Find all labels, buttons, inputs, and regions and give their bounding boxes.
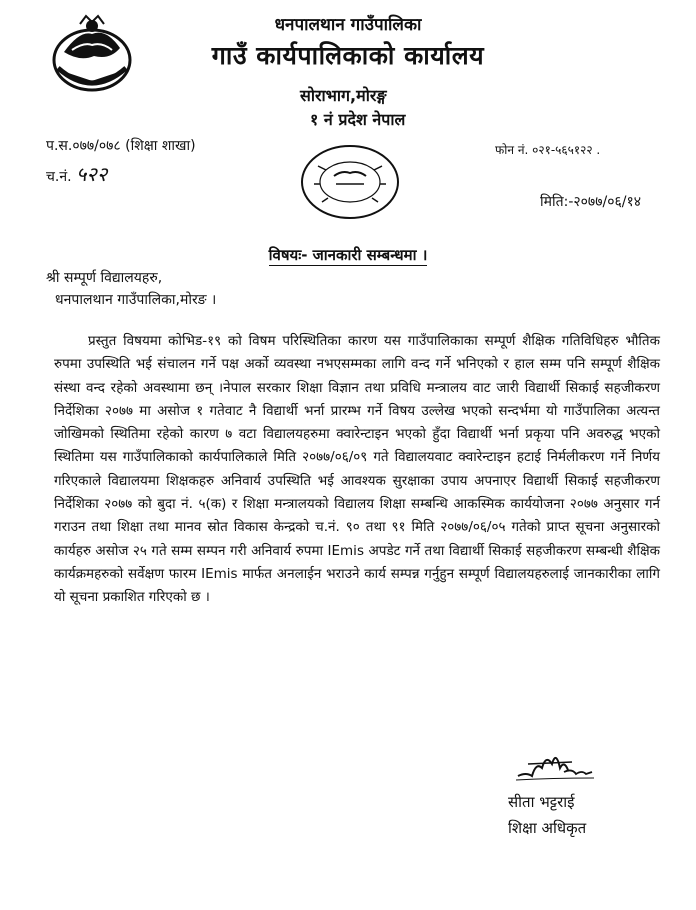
signatory-title: शिक्षा अधिकृत	[508, 819, 587, 837]
signatory-name: सीता भट्टराई	[508, 793, 575, 811]
province-name: १ नं प्रदेश नेपाल	[310, 110, 406, 129]
letter-body: प्रस्तुत विषयमा कोभिड-१९ को विषम परिस्थितिका कारण यस गाउँपालिकाका सम्पूर्ण शैक्षिक गतिविधिहरु भौतिक रुपमा उपस्थिति भई संचालन गर्ने पक्ष अर्को व्यवस्था नभएसम्मका लागि वन्द गर्ने भनिएको र हाल सम्म पनि सम्पूर्ण शैक्षिक संस्था वन्द रहेको अवस्थामा छन् ।नेपाल सरकार शिक्षा विज्ञान तथा प्रविधि मन्त्रालय वाट जारी विद्यार्थी सिकाई सहजीकरण निर्देशिका २०७७ मा असोज १ गतेवाट नै विद्यार्थी भर्ना प्रारम्भ गर्ने विषय उल्लेख भएको सन्दर्भमा यो गाउँपालिका अत्यन्त जोखिमको स्थितिमा रहेको कारण ७ वटा विद्यालयहरुमा क्वारेन्टाइन भएको हुँदा विद्यार्थी भर्ना प्रकृया पनि अवरुद्ध भएको स्थितिमा यस गाउँपालिकाको कार्यपालिकाले मिति २०७७/०६/०९ गते विद्यालयवाट क्वारेन्टाइन हटाई निर्मलीकरण गर्ने निर्णय गरिएकाले विद्यालयमा शिक्षकहरु अनिवार्य उपस्थिति भई आवश्यक सुरक्षाका उपाय अपनाएर विद्यार्थी सिकाई सहजीकरण निर्देशिका २०७७ को बुदा नं. ५(क) र शिक्षा मन्त्रालयको विद्यालय शिक्षा सम्बन्धि आकस्मिक कार्ययोजना २०७७ अनुसार गर्न गराउन तथा शिक्षा तथा मानव स्रोत विकास केन्द्रको च.नं. ९० तथा ९१ मिति २०७७/०६/०५ गतेको प्राप्त सूचना अनुसारको कार्यहरु असोज २५ गते सम्म सम्पन गरी अनिवार्य रुपमा IEmis अपडेट गर्ने तथा विद्यार्थी सिकाई सहजीकरण सम्बन्धी शैक्षिक कार्यक्रमहरुको सर्वेक्षण फारम IEmis मार्फत अनलाईन भराउने कार्य सम्पन्न गर्नुहुन सम्पूर्ण विद्यालयहरुलाई जानकारीका लागि यो सूचना प्रकाशित गरिएको छ ।	[54, 333, 660, 606]
phone-number: फोन नं. ०२१-५६५१२२ .	[495, 143, 601, 157]
municipality-name: धनपालथान गाउँपालिका	[274, 15, 422, 35]
letter-date: मिति:-२०७७/०६/१४	[540, 194, 642, 210]
addressee-line-1: श्री सम्पूर्ण विद्यालयहरु,	[46, 270, 163, 286]
office-address: सोराभाग,मोरङ्ग	[300, 86, 387, 105]
office-stamp	[296, 140, 404, 224]
subject-text: विषयः- जानकारी सम्बन्धमा ।	[268, 246, 428, 264]
dispatch-number	[46, 160, 107, 187]
office-title: गाउँ कार्यपालिकाको कार्यालय	[211, 41, 485, 70]
dispatch-number-value: ५२२	[76, 162, 108, 186]
fiscal-year-reference: प.स.०७७/०७८ (शिक्षा शाखा)	[46, 138, 196, 154]
subject-line	[0, 245, 696, 265]
dispatch-prefix: च.नं.	[46, 169, 72, 185]
addressee-line-2: धनपालथान गाउँपालिका,मोरङ ।	[55, 292, 217, 308]
handwritten-signature	[512, 742, 598, 784]
